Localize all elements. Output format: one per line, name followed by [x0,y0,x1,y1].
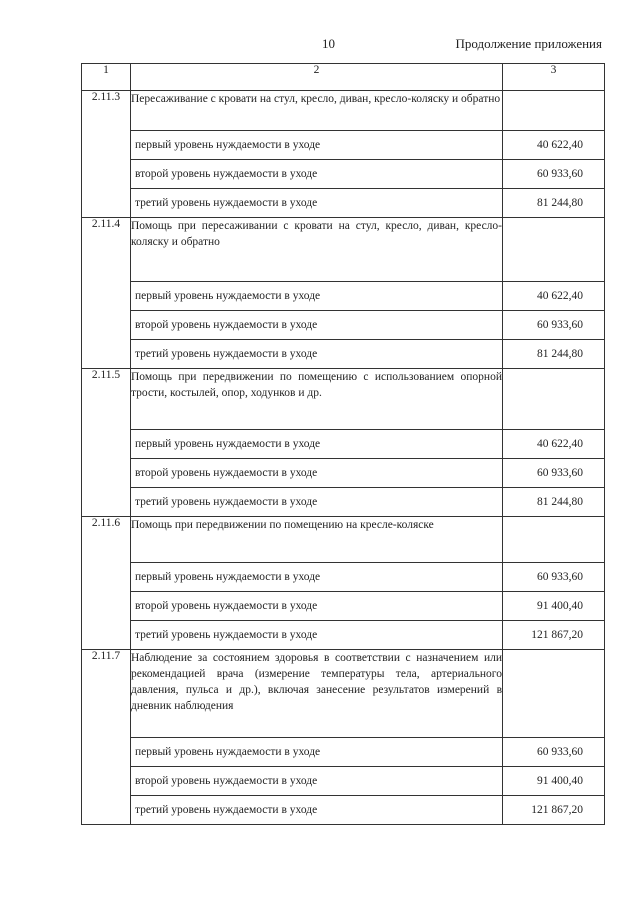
level-value: 60 933,60 [503,563,605,592]
table-row [82,430,605,459]
table-row [82,189,605,218]
section-code: 2.11.6 [82,517,131,650]
table-row [82,282,605,311]
level-value: 81 244,80 [503,189,605,218]
tariff-table [81,63,605,825]
level-value: 81 244,80 [503,488,605,517]
level-label: третий уровень нуждаемости в уходе [131,796,503,825]
table-row [82,592,605,621]
empty-cell [503,369,605,430]
table-header-row [82,64,605,91]
level-label: третий уровень нуждаемости в уходе [131,189,503,218]
level-value: 121 867,20 [503,796,605,825]
level-value: 40 622,40 [503,131,605,160]
section-code: 2.11.4 [82,218,131,369]
section-code: 2.11.3 [82,91,131,218]
section-title: Пересаживание с кровати на стул, кресло, диван, кресло-коляску и обратно [131,91,503,131]
level-label: второй уровень нуждаемости в уходе [131,311,503,340]
page-number: 10 [322,36,335,51]
table-row [82,131,605,160]
level-value: 60 933,60 [503,311,605,340]
table-row [82,621,605,650]
section-title: Помощь при передвижении по помещению на кресле-коляске [131,517,503,563]
level-label: третий уровень нуждаемости в уходе [131,340,503,369]
table-row [82,459,605,488]
section-title: Наблюдение за состоянием здоровья в соответствии с назначением или рекомендацией врача (измерение температуры тела, артериального давления, пульса и др.), включая занесение результатов измерений в дневник наблюдения [131,650,503,738]
level-label: второй уровень нуждаемости в уходе [131,767,503,796]
level-label: первый уровень нуждаемости в уходе [131,738,503,767]
continuation-label: Продолжение приложения [455,36,602,51]
level-label: первый уровень нуждаемости в уходе [131,131,503,160]
section-title-row [82,650,605,738]
empty-cell [503,91,605,131]
level-label: первый уровень нуждаемости в уходе [131,430,503,459]
section-code: 2.11.5 [82,369,131,517]
table-row [82,488,605,517]
level-value: 81 244,80 [503,340,605,369]
level-label: второй уровень нуждаемости в уходе [131,459,503,488]
level-value: 60 933,60 [503,459,605,488]
level-value: 121 867,20 [503,621,605,650]
empty-cell [503,218,605,282]
level-value: 91 400,40 [503,592,605,621]
level-value: 40 622,40 [503,430,605,459]
table-row [82,738,605,767]
table-row [82,796,605,825]
section-title-row [82,91,605,131]
level-value: 91 400,40 [503,767,605,796]
section-code: 2.11.7 [82,650,131,825]
column-header: 1 [82,64,131,91]
level-label: первый уровень нуждаемости в уходе [131,282,503,311]
section-title-row [82,517,605,563]
level-label: второй уровень нуждаемости в уходе [131,160,503,189]
table-row [82,311,605,340]
level-value: 60 933,60 [503,160,605,189]
table-row [82,767,605,796]
level-value: 60 933,60 [503,738,605,767]
level-value: 40 622,40 [503,282,605,311]
table-row [82,563,605,592]
level-label: третий уровень нуждаемости в уходе [131,488,503,517]
section-title: Помощь при передвижении по помещению с использованием опорной трости, костылей, опор, ходунков и др. [131,369,503,430]
table-row [82,160,605,189]
section-title-row [82,218,605,282]
section-title-row [82,369,605,430]
table-row [82,340,605,369]
column-header: 3 [503,64,605,91]
empty-cell [503,650,605,738]
level-label: третий уровень нуждаемости в уходе [131,621,503,650]
level-label: первый уровень нуждаемости в уходе [131,563,503,592]
column-header: 2 [131,64,503,91]
level-label: второй уровень нуждаемости в уходе [131,592,503,621]
empty-cell [503,517,605,563]
section-title: Помощь при пересаживании с кровати на стул, кресло, диван, кресло-коляску и обратно [131,218,503,282]
